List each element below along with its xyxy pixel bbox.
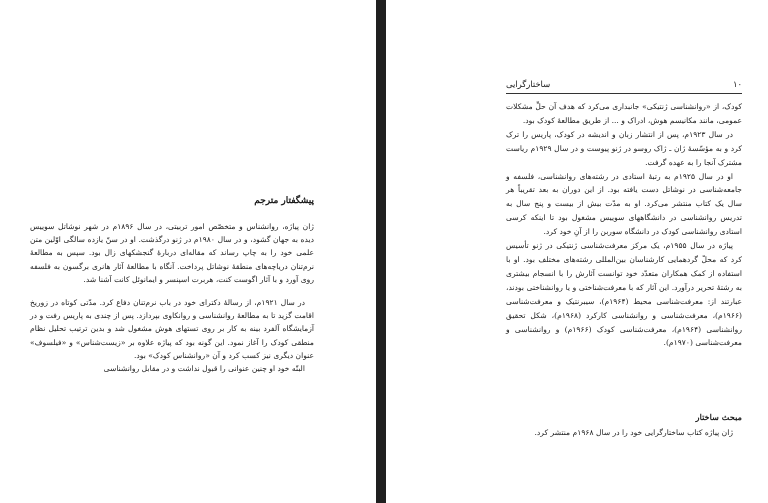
paragraph: ژان پیاژه کتاب ساختارگرایی خود را در سال ۱۹۶۸م منتشر کرد. xyxy=(534,428,733,437)
paragraph: ژان پیاژه، روانشناس و متخصّص امور تربیتی، در سال ۱۸۹۶م در شهر نوشاتل سوییس دیده به جهان گشود، و در سال ۱۹۸۰م در ژنو درگذشت. او در سنّ یازده سالگی اوّلین متن علمی خود را به چاپ رساند که مقاله‌ای دربارهٔ گنجشکهای زال بود. سپس به مطالعهٔ نرم‌تنان دریاچه‌های منطقهٔ نوشاتل پرداخت. آنگاه با مطالعهٔ آثار هانری برگسون به فلسفه روی آورد و با آثار اگوست کنت، هربرت اسپنسر و ایمانوئل کانت آشنا شد. xyxy=(30,222,314,284)
page-number: ۱۰ xyxy=(733,79,742,89)
section-body xyxy=(506,426,742,440)
left-page xyxy=(0,0,376,503)
header-rule xyxy=(506,93,742,94)
running-head-title: ساختارگرایی xyxy=(506,79,551,89)
paragraph: در سال ۱۹۲۳م، پس از انتشار زبان و اندیشه در کودک، پاریس را ترک کرد و به مؤسّسهٔ ژان ـ ژاک روسو در ژنو پیوست و در سال ۱۹۲۹م ریاست مشترک آنجا را به عهده گرفت. xyxy=(506,129,742,167)
paragraph: کودک، از «روانشناسی ژنتیکی» جانبداری می‌کرد که هدف آن حلِّ مشکلات عمومی، مانند مکانیسم هوش، ادراک و ... از طریق مطالعهٔ کودک بود. xyxy=(506,102,742,125)
section-heading: مبحث ساختار xyxy=(695,412,742,422)
left-page-body xyxy=(30,220,314,375)
running-header xyxy=(506,76,742,92)
paragraph: او در سال ۱۹۲۵م به رتبهٔ استادی در رشته‌های روانشناسی، فلسفه و جامعه‌شناسی در نوشاتل دست یافته بود. از این دوران به بعد تقریباً هر سال یک کتاب منتشر می‌کرد. او به مدّت بیش از بیست و پنج سال به تدریس روانشناسی در دانشگاههای سوییس مشغول بود تا اینکه کرسی استادی روانشناسی کودک در دانشگاه سوربن را از آنِ خود کرد. xyxy=(506,171,742,237)
book-gutter xyxy=(376,0,386,503)
right-page-body xyxy=(506,100,742,350)
paragraph: در سال ۱۹۲۱م، از رسالهٔ دکترای خود در باب نرم‌تنان دفاع کرد. مدّتی کوتاه در زوریخ اقامت گزید تا به مطالعهٔ روانشناسی و روانکاوی بپردازد. پس از چندی به پاریس رفت و در آزمایشگاه آلفرد بینه به کار بر روی تستهای هوش مشغول شد و بدین ترتیب تحلیل نظام منطقی کودک را آغاز نمود. این گونه بود که پیاژه علاوه بر «زیست‌شناس» و «فیلسوف» عنوان دیگری نیز کسب کرد و آن «روانشناس کودک» بود. xyxy=(30,298,314,360)
page-title: پیشگفتار مترجم xyxy=(254,196,314,206)
paragraph: پیاژه در سال ۱۹۵۵م، یک مرکز معرفت‌شناسی ژنتیکی در ژنو تأسیس کرد که محلّ گردهمایی کارشناسان بین‌المللی رشته‌های مختلف بود. او با استفاده از کمک همکاران متعدّد خود توانست آثارش را با انسجام بیشتری به رشتهٔ تحریر درآورد. این آثار که با معرفت‌شناختی و یا روانشناختی بودند، عبارتند از: معرفت‌شناسی محیط (۱۹۶۴م)، سیبرنتیک و معرفت‌شناسی (۱۹۶۶م)، معرفت‌شناسی و روانشناسی کارکرد (۱۹۶۸م)، شکل تحقیق روانشناسی (۱۹۶۴م)، معرفت‌شناسی کودک (۱۹۶۶م) و روانشناسی و معرفت‌شناسی (۱۹۷۰م). xyxy=(506,241,742,348)
paragraph: البتّه خود او چنین عنوانی را قبول نداشت و در مقابل روانشناسی xyxy=(103,364,305,374)
right-page xyxy=(386,0,768,503)
